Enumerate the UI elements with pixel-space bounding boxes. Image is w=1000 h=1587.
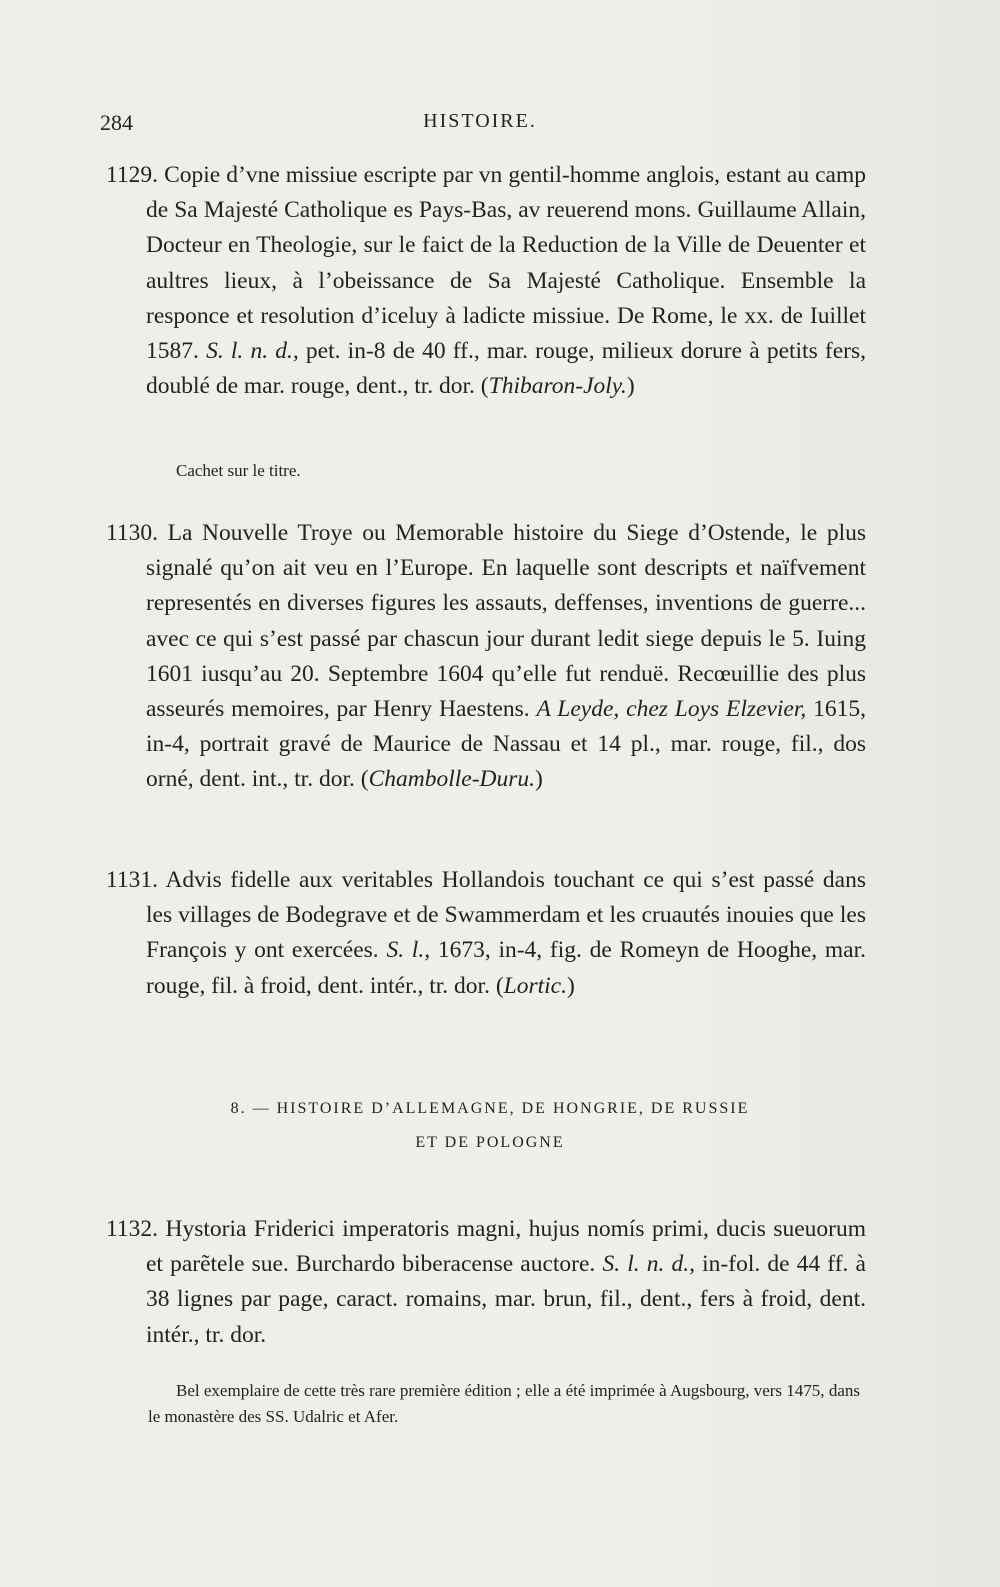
- binder: Lortic.: [503, 972, 567, 999]
- entry-1132: [106, 1212, 866, 1353]
- entry-1131: 1131. Advis fidelle aux veritables Hollandois touchant ce qui s’est passé dans les villages de Bodegrave et de Swammerdam et les cruautés inouies que les François y ont exercées. S. l., 1673, in-4, fig. de Romeyn de Hooghe, mar. rouge, fil. à froid, dent. intér., tr. dor. (Lortic.): [106, 867, 866, 999]
- entry-number: 1129.: [106, 162, 159, 188]
- entry-text: Copie d’vne missiue escripte par vn gentil-homme anglois, estant au camp de Sa Majesté Catholique es Pays-Bas, av reuerend mons. Guillaume Allain, Docteur en Theologie, sur le faict de la Reduction de la Ville de Deuenter et aultres lieux, à l’obeissance de Sa Majesté Catholique. Ensemble la responce et resolution d’iceluy à ladicte missiue. De Rome, le xx. de Iuillet 1587.: [146, 162, 867, 365]
- entry-number: 1130.: [106, 520, 159, 546]
- page-number: 284: [100, 110, 133, 135]
- entry-description: in-fol. de 44 ff. à 38 lignes par page, caract. romains, mar. brun, fil., dent., fers à froid, dent. intér., tr. dor.: [146, 1251, 866, 1348]
- imprint: S. l. n. d.,: [602, 1251, 695, 1278]
- imprint: A Leyde, chez Loys Elzevier,: [536, 696, 807, 723]
- section-heading: [140, 1092, 840, 1160]
- section-heading-line-2: ET DE POLOGNE: [415, 1134, 565, 1151]
- entry-number: 1131.: [106, 867, 159, 893]
- entry-number: 1132.: [106, 1216, 159, 1242]
- entry-text: Advis fidelle aux veritables Hollandois touchant ce qui s’est passé dans les villages de Bodegrave et de Swammerdam et les cruautés inouies que les François y ont exercées.: [146, 867, 866, 964]
- entry-text: Hystoria Friderici imperatoris magni, hujus nomís primi, ducis sueuorum et parẽtele sue. Burchardo biberacense auctore.: [146, 1216, 867, 1278]
- entry-text: La Nouvelle Troye ou Memorable histoire du Siege d’Ostende, le plus signalé qu’on ait veu en l’Europe. En laquelle sont descripts et naïfvement representés en diverses figures les assauts, deffenses, inventions de guerre... avec ce qui s’est passé par chascun jour durant ledit siege depuis le 5. Iuing 1601 iusqu’au 20. Septembre 1604 qu’elle fut renduë. Recœuillie des plus asseurés memoires, par Henry Haestens.: [146, 520, 866, 723]
- entry-1130: 1130. La Nouvelle Troye ou Memorable histoire du Siege d’Ostende, le plus signalé qu’on ait veu en l’Europe. En laquelle sont descripts et naïfvement representés en diverses figures les assauts, deffenses, inventions de guerre... avec ce qui s’est passé par chascun jour durant ledit siege depuis le 5. Iuing 1601 iusqu’au 20. Septembre 1604 qu’elle fut renduë. Recœuillie des plus asseurés memoires, par Henry Haestens. A Leyde, chez Loys Elzevier, 1615, in-4, portrait gravé de Maurice de Nassau et 14 pl., mar. rouge, fil., dos orné, dent. int., tr. dor. (Chambolle-Duru.): [106, 520, 866, 793]
- entry-description: 1615, in-4, portrait gravé de Maurice de Nassau et 14 pl., mar. rouge, fil., dos orné, dent. int., tr. dor. (: [146, 696, 866, 793]
- running-head: [100, 110, 860, 140]
- entry-description: 1673, in-4, fig. de Romeyn de Hooghe, mar. rouge, fil. à froid, dent. intér., tr. dor. (: [146, 937, 866, 999]
- entry-description: pet. in-8 de 40 ff., mar. rouge, milieux dorure à petits fers, doublé de mar. rouge, dent., tr. dor. (: [146, 338, 867, 400]
- binder: Thibaron-Joly.: [488, 373, 627, 400]
- imprint: S. l.,: [386, 937, 431, 964]
- binder: Chambolle-Duru.: [368, 766, 536, 793]
- section-heading-line-1: 8. — HISTOIRE D’ALLEMAGNE, DE HONGRIE, DE RUSSIE: [230, 1100, 750, 1117]
- entry-1129: 1129. Copie d’vne missiue escripte par vn gentil-homme anglois, estant au camp de Sa Majesté Catholique es Pays-Bas, av reuerend mons. Guillaume Allain, Docteur en Theologie, sur le faict de la Reduction de la Ville de Deuenter et aultres lieux, à l’obeissance de Sa Majesté Catholique. Ensemble la responce et resolution d’iceluy à ladicte missiue. De Rome, le xx. de Iuillet 1587. S. l. n. d., pet. in-8 de 40 ff., mar. rouge, milieux dorure à petits fers, doublé de mar. rouge, dent., tr. dor. (Thibaron-Joly.): [106, 162, 867, 400]
- imprint: S. l. n. d.,: [206, 338, 299, 365]
- entry-note: Cachet sur le titre.: [176, 461, 301, 480]
- entry-note: Bel exemplaire de cette très rare première édition ; elle a été imprimée à Augsbourg, vers 1475, dans le monastère des SS. Udalric et Afer.: [148, 1381, 860, 1426]
- running-title: HISTOIRE.: [423, 110, 537, 132]
